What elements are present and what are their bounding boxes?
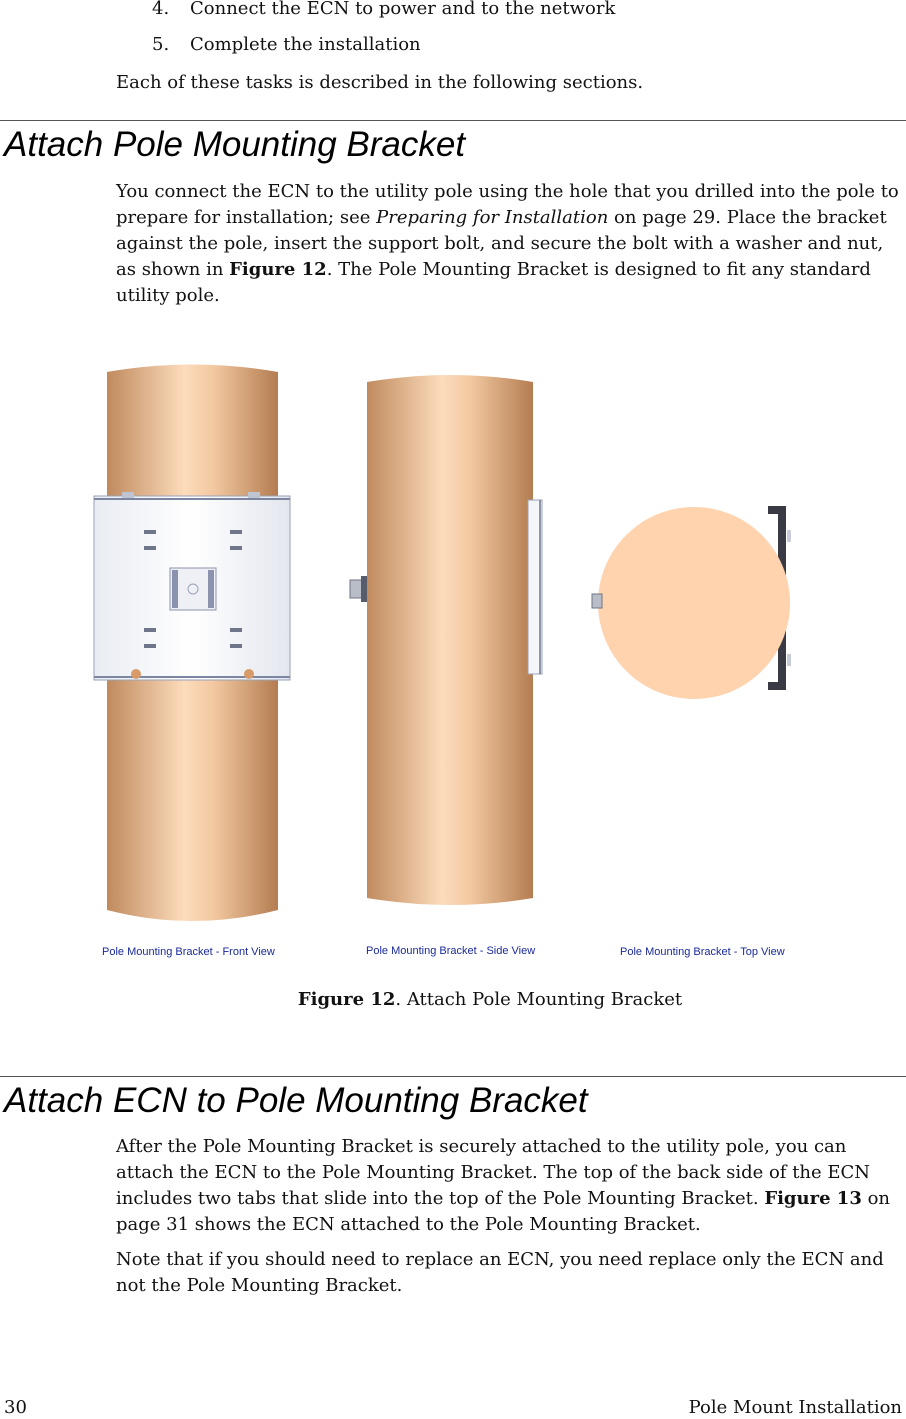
pole-side	[367, 375, 533, 905]
list-item: 4. Connect the ECN to power and to the network	[152, 0, 616, 19]
intro-paragraph: Each of these tasks is described in the following sections.	[116, 72, 644, 93]
support-bolt-top	[592, 594, 602, 608]
pole-top	[598, 507, 790, 699]
body-paragraph: After the Pole Mounting Bracket is securely attached to the utility pole, you can attach the ECN to the Pole Mounting Bracket. The top of the back side of the ECN includes two tabs that slide into the top of the Pole Mounting Bracket. Figure 13 on page 31 shows the ECN attached to the Pole Mounting Bracket.	[116, 1136, 891, 1235]
figure-reference[interactable]: Figure 13	[764, 1188, 862, 1209]
figure-reference[interactable]: Figure 12	[229, 259, 327, 280]
front-view-label: Pole Mounting Bracket - Front View	[102, 946, 275, 958]
pole-upper-front	[107, 365, 278, 501]
list-item: 5. Complete the installation	[152, 34, 421, 55]
page-number: 30	[4, 1397, 27, 1418]
pole-lower-front	[107, 680, 278, 921]
section-heading: Attach Pole Mounting Bracket	[4, 125, 466, 164]
footer-title: Pole Mount Installation	[688, 1397, 902, 1418]
body-paragraph: You connect the ECN to the utility pole using the hole that you drilled into the pole to prepare for installation; see Preparing for Installation on page 29. Place the bracket against the pole, insert the support bolt, and secure the bolt with a washer and nut, as shown in Figure 12. The Pole Mounting Bracket is designed to fit any standard utility pole.	[116, 181, 899, 306]
top-view-drawing	[592, 506, 791, 699]
cross-reference[interactable]: Preparing for Installation	[376, 207, 609, 228]
top-view-label: Pole Mounting Bracket - Top View	[620, 946, 785, 958]
side-view-label: Pole Mounting Bracket - Side View	[366, 945, 536, 957]
front-view-drawing	[94, 365, 290, 922]
section-divider	[0, 1076, 906, 1077]
section-heading: Attach ECN to Pole Mounting Bracket	[4, 1081, 588, 1120]
side-view-drawing	[350, 375, 542, 905]
figure-caption: Figure 12. Attach Pole Mounting Bracket	[297, 989, 683, 1010]
note-paragraph: Note that if you should need to replace an ECN, you need replace only the ECN and not the Pole Mounting Bracket.	[116, 1249, 884, 1296]
